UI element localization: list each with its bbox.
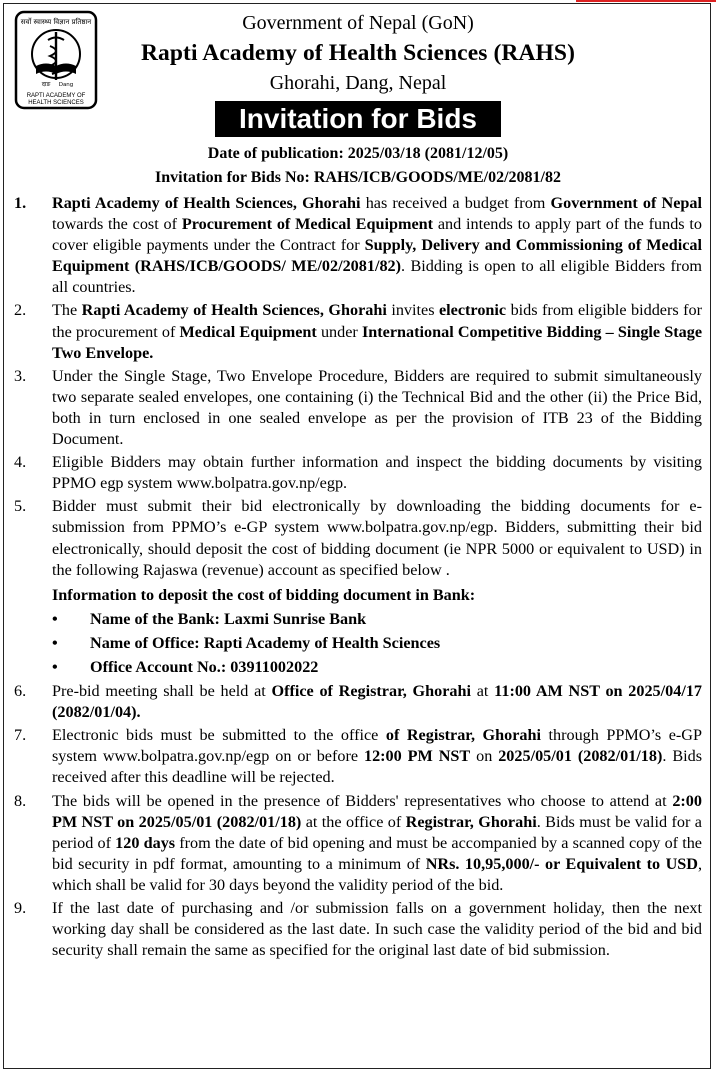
clause-item (14, 193, 702, 298)
clause-segment: and intends to apply part of the funds to cover eligible payments under the Contract for (52, 215, 702, 255)
clause-text (52, 791, 702, 896)
clause-segment: at the office of (301, 812, 406, 831)
clause-item (14, 496, 702, 580)
bank-info-heading: Information to deposit the cost of bidding document in Bank: (52, 585, 476, 604)
clause-segment: If the last date of purchasing and /or submission falls on a government holiday, then the next working day shall be considered as the last date. In such case the validity period of the bid and bid security shall remain the same as specified for the original last date of bid submission. (52, 899, 702, 960)
clause-segment: International Competitive Bidding – Single Stage Two Envelope. (52, 322, 703, 362)
bank-info-text: Name of Office: Rapti Academy of Health Sciences (90, 633, 441, 652)
clause-segment: . Bids must be valid for a period of (52, 812, 702, 852)
clause-number: 8. (14, 791, 27, 810)
logo-side-left: दाङ (41, 81, 51, 88)
clause-number: 3. (14, 366, 27, 385)
bank-info-item (52, 633, 702, 654)
clause-segment: The (52, 301, 82, 320)
clause-number: 2. (14, 301, 27, 320)
clause-item (14, 452, 702, 494)
notice-title-banner: Invitation for Bids (215, 101, 501, 137)
clause-number: 1. (14, 194, 27, 212)
clause-list-1 (14, 193, 702, 581)
clause-segment: of Registrar, Ghorahi (385, 726, 541, 745)
clause-segment: Government of Nepal (550, 194, 702, 212)
clause-item (14, 366, 702, 450)
clause-segment: Registrar, Ghorahi (405, 812, 537, 831)
clause-item (14, 791, 702, 896)
notice-body (14, 193, 702, 963)
clause-segment: Supply, Delivery and Commissioning of Medical Equipment (RAHS/ICB/GOODS/ ME/02/2081/82) (52, 236, 702, 276)
clause-segment: Under the Single Stage, Two Envelope Procedure, Bidders are required to submit simultaneously two separate sealed envelopes, one containing (i) the Technical Bid and the other (ii) the Price Bid, both in turn enclosed in one sealed envelope as per the provision of ITB 23 of the Bidding Document. (52, 366, 702, 449)
clause-number: 5. (14, 497, 27, 516)
clause-segment: The bids will be opened in the presence of Bidders' representatives who choose to attend at (52, 791, 673, 810)
clause-segment: Eligible Bidders may obtain further information and inspect the bidding documents by visiting PPMO egp system www.bolpatra.gov.np/egp. (52, 453, 702, 493)
clause-segment: Pre-bid meeting shall be held at (52, 682, 272, 701)
clause-segment: invites (386, 301, 439, 320)
clause-text (52, 725, 702, 788)
clause-number: 4. (14, 453, 27, 472)
clause-segment: 12:00 PM NST (363, 747, 471, 766)
bank-info-list (14, 609, 702, 678)
clause-segment: from the date of bid opening and must be accompanied by a scanned copy of the bid security in pdf format, amounting to a minimum of (52, 833, 702, 873)
bank-info-item (52, 657, 702, 678)
bank-info-item (52, 609, 702, 630)
clause-text (52, 681, 702, 723)
bank-info-text: Office Account No.: 03911002022 (90, 657, 319, 676)
bank-info-text: Name of the Bank: Laxmi Sunrise Bank (90, 609, 367, 628)
clause-text (52, 898, 702, 961)
clause-segment: 2:00 PM NST on 2025/05/01 (2082/01/18) (52, 791, 702, 831)
clause-number: 6. (14, 682, 27, 701)
logo-caption-2: HEALTH SCIENCES (28, 100, 84, 106)
logo-top-text: सर्वो स्वास्थ्य विज्ञान प्रतिष्ठान (20, 18, 92, 26)
clause-segment: on (470, 747, 499, 766)
bullet-icon: • (52, 609, 58, 628)
clause-segment: at (471, 682, 495, 701)
government-line: Government of Nepal (GoN) (242, 12, 474, 34)
clause-segment: NRs. 10,95,000/- or Equivalent to USD (425, 854, 698, 873)
clause-segment: 11:00 AM NST on 2025/04/17 (2082/01/04). (52, 682, 703, 722)
organization-name: Rapti Academy of Health Sciences (RAHS) (140, 40, 576, 66)
clause-segment: . Bids received after this deadline will be rejected. (52, 747, 703, 787)
clause-item (14, 725, 702, 788)
clause-number: 7. (14, 726, 27, 745)
clause-item (14, 300, 702, 363)
clause-segment: Procurement of Medical Equipment (181, 215, 434, 234)
bullet-icon: • (52, 633, 58, 652)
clause-item (14, 898, 702, 961)
clause-text (52, 300, 702, 363)
clause-text (52, 452, 702, 494)
clause-segment: under (316, 322, 362, 341)
clause-item (14, 681, 702, 723)
clause-segment: Bidder must submit their bid electronically by downloading the bidding documents for e-submission from PPMO’s e-GP system www.bolpatra.gov.np/egp. Bidders, submitting their bid electronically, should deposit the cost of bidding document (ie NPR 5000 or equivalent to USD) in the following Rajaswa (revenue) account as specified below . (52, 497, 702, 579)
bullet-icon: • (52, 657, 58, 676)
clause-segment: Medical Equipment (179, 322, 317, 341)
clause-segment: has received a budget from (360, 194, 551, 212)
organization-location: Ghorahi, Dang, Nepal (269, 72, 447, 94)
clause-segment: Electronic bids must be submitted to the office (52, 726, 386, 745)
clause-segment: 2025/05/01 (2082/01/18) (498, 747, 663, 766)
logo-caption-1: RAPTI ACADEMY OF (26, 93, 86, 99)
clause-list-2 (14, 681, 702, 961)
ifb-number: Invitation for Bids No: RAHS/ICB/GOODS/ME/02/2081/82 (155, 169, 561, 186)
publication-date: Date of publication: 2025/03/18 (2081/12/05) (207, 145, 509, 162)
clause-segment: bids from eligible bidders for the procurement of (52, 301, 703, 341)
clause-text (52, 366, 702, 450)
clause-text (52, 193, 702, 298)
clause-number: 9. (14, 899, 27, 917)
clause-segment: Rapti Academy of Health Sciences, Ghorahi (81, 301, 387, 320)
clause-segment: Rapti Academy of Health Sciences, Ghorahi (52, 194, 361, 212)
logo-side-right: Dang (58, 82, 74, 88)
clause-segment: 120 days (115, 833, 176, 852)
page-edge-mark (576, 0, 716, 2)
clause-segment: Office of Registrar, Ghorahi (271, 682, 472, 701)
clause-text (52, 496, 702, 580)
clause-segment: . Bidding is open to all eligible Bidders from all countries. (52, 257, 702, 297)
clause-segment: electronic (438, 301, 507, 320)
clause-segment: towards the cost of (52, 215, 182, 234)
clause-segment: , which shall be valid for 30 days beyond the validity period of the bid. (52, 854, 703, 894)
clause-segment: through PPMO’s e-GP system www.bolpatra.gov.np/egp on or before (52, 726, 702, 766)
